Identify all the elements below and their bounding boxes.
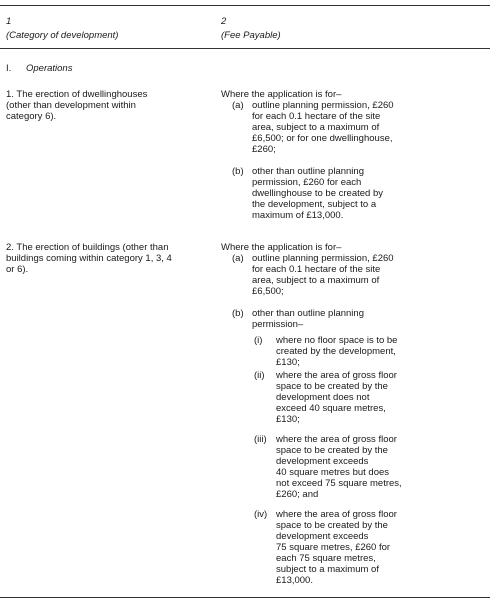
cat1-a-line: area, subject to a maximum of: [252, 122, 380, 133]
cat2-sub-line: not exceed 75 square metres,: [276, 478, 402, 489]
cat2-b-line: permission–: [252, 319, 304, 330]
cat2-b-label: (b): [232, 308, 244, 319]
bottom-rule: [0, 597, 490, 598]
cat2-sub-label: (iv): [254, 509, 268, 520]
cat2-left-line: buildings coming within category 1, 3, 4: [6, 253, 172, 264]
col2-number: 2: [221, 16, 227, 27]
cat1-left-line: (other than development within: [6, 100, 136, 111]
cat2-a-line: outline planning permission, £260: [252, 253, 394, 264]
cat1-b-line: permission, £260 for each: [252, 177, 362, 188]
cat2-b-line: other than outline planning: [252, 308, 364, 319]
cat2-sub-line: 75 square metres, £260 for: [276, 542, 391, 553]
cat2-sub-label: (iii): [254, 434, 267, 445]
cat1-intro: Where the application is for–: [221, 89, 342, 100]
cat2-sub-line: each 75 square metres,: [276, 553, 376, 564]
section-title: Operations: [26, 63, 73, 74]
cat2-sub-line: development exceeds: [276, 531, 369, 542]
cat1-a-line: for each 0.1 hectare of the site: [252, 111, 381, 122]
cat2-sub-line: development does not: [276, 392, 370, 403]
cat2-sub-line: £130;: [276, 414, 300, 425]
cat2-sub-line: exceed 40 square metres,: [276, 403, 386, 414]
cat2-sub-line: £13,000.: [276, 575, 313, 586]
cat2-intro: Where the application is for–: [221, 242, 342, 253]
section-number: I.: [6, 63, 12, 74]
cat2-sub-line: where the area of gross floor: [276, 434, 397, 445]
cat1-left-line: category 6).: [6, 111, 57, 122]
cat2-a-line: for each 0.1 hectare of the site: [252, 264, 381, 275]
top-rule: [0, 5, 490, 6]
cat2-left-line: 2. The erection of buildings (other than: [6, 242, 169, 253]
col1-number: 1: [6, 16, 12, 27]
cat2-sub-line: where the area of gross floor: [276, 509, 397, 520]
cat2-sub-label: (i): [254, 335, 263, 346]
cat2-sub-line: created by the development,: [276, 346, 396, 357]
cat2-sub-label: (ii): [254, 370, 265, 381]
cat1-left-line: 1. The erection of dwellinghouses: [6, 89, 148, 100]
cat2-sub-line: space to be created by the: [276, 381, 388, 392]
cat1-b-line: dwellinghouse to be created by: [252, 188, 383, 199]
cat1-b-line: maximum of £13,000.: [252, 210, 344, 221]
cat2-sub-line: £260; and: [276, 489, 319, 500]
col1-header: (Category of development): [6, 30, 119, 41]
cat2-a-label: (a): [232, 253, 244, 264]
cat2-a-line: area, subject to a maximum of: [252, 275, 380, 286]
header-rule: [0, 48, 490, 49]
cat1-a-line: outline planning permission, £260: [252, 100, 394, 111]
cat2-sub-line: space to be created by the: [276, 520, 388, 531]
cat2-sub-line: £130;: [276, 357, 300, 368]
cat2-sub-line: development exceeds: [276, 456, 369, 467]
cat2-sub-line: where no floor space is to be: [276, 335, 398, 346]
cat2-left-line: or 6).: [6, 264, 29, 275]
col2-header: (Fee Payable): [221, 30, 281, 41]
cat2-sub-line: where the area of gross floor: [276, 370, 397, 381]
cat1-a-label: (a): [232, 100, 244, 111]
cat1-b-line: the development, subject to a: [252, 199, 377, 210]
cat2-a-line: £6,500;: [252, 286, 284, 297]
cat2-sub-line: subject to a maximum of: [276, 564, 379, 575]
cat1-a-line: £260;: [252, 144, 276, 155]
cat2-sub-line: 40 square metres but does: [276, 467, 390, 478]
cat1-a-line: £6,500; or for one dwellinghouse,: [252, 133, 393, 144]
cat2-sub-line: space to be created by the: [276, 445, 388, 456]
cat1-b-label: (b): [232, 166, 244, 177]
cat1-b-line: other than outline planning: [252, 166, 364, 177]
